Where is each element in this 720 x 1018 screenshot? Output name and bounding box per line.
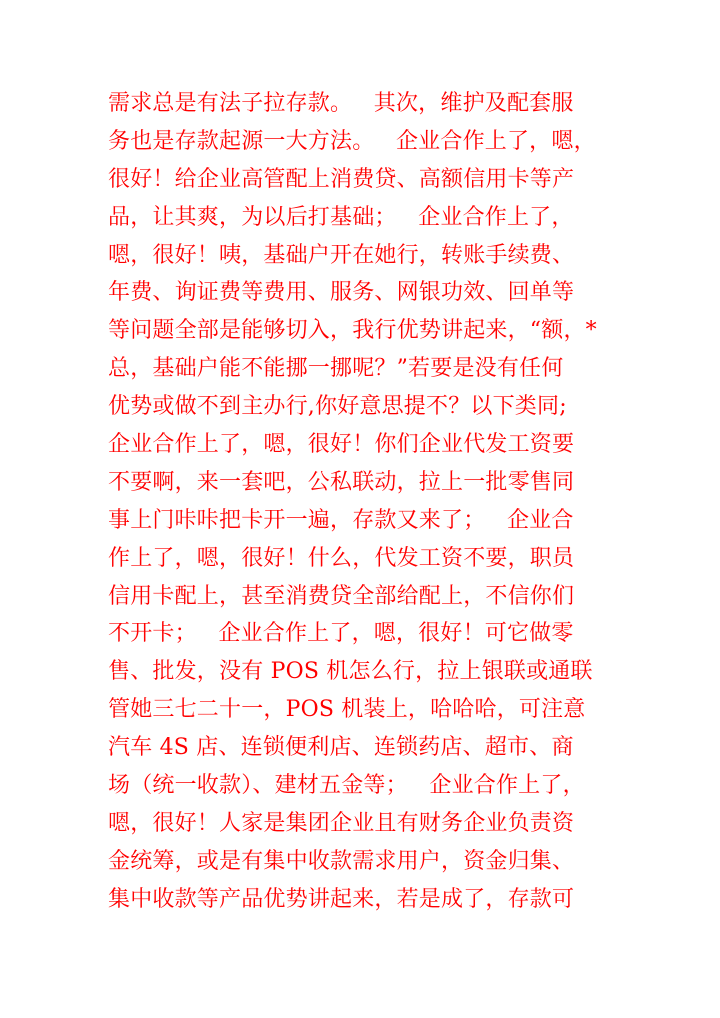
text-line-5: 嗯，很好！咦，基础户开在她行，转账手续费、 (108, 242, 575, 268)
text-line-14: 信用卡配上，甚至消费贷全部给配上，不信你们 (108, 583, 575, 609)
text-line-11: 不要啊，来一套吧，公私联动，拉上一批零售同 (108, 469, 575, 495)
text-line-1: 需求总是有法子拉存款。 其次，维护及配套服 (108, 91, 574, 116)
text-line-16: 售、批发，没有 POS 机怎么行，拉上银联或通联 (108, 659, 593, 685)
text-line-7: 等问题全部是能够切入，我行优势讲起来，“额，* (108, 318, 597, 344)
text-line-3: 很好！给企业高管配上消费贷、高额信用卡等产 (108, 166, 575, 192)
text-line-2: 务也是存款起源一大方法。 企业合作上了，嗯， (108, 128, 596, 154)
text-line-4: 品，让其爽，为以后打基础； 企业合作上了， (108, 204, 574, 230)
text-line-17: 管她三七二十一，POS 机装上，哈哈哈，可注意 (108, 697, 586, 723)
text-line-15: 不开卡； 企业合作上了，嗯，很好！可它做零 (108, 621, 574, 647)
text-line-20: 嗯，很好！人家是集团企业且有财务企业负责资 (108, 810, 575, 836)
text-line-8: 总，基础户能不能挪一挪呢？”若要是没有任何 (108, 356, 564, 382)
body-text (108, 85, 668, 919)
text-line-9: 优势或做不到主办行,你好意思提不？以下类同; (108, 394, 567, 420)
text-line-13: 作上了，嗯，很好！什么，代发工资不要，职员 (108, 545, 575, 571)
text-line-21: 金统筹，或是有集中收款需求用户，资金归集、 (108, 848, 575, 874)
text-line-12: 事上门咔咔把卡开一遍，存款又来了； 企业合 (108, 507, 574, 533)
text-line-19: 场（统一收款）、建材五金等； 企业合作上了， (108, 773, 585, 799)
text-line-6: 年费、询证费等费用、服务、网银功效、回单等 (108, 280, 575, 306)
text-line-10: 企业合作上了，嗯，很好！你们企业代发工资要 (108, 432, 575, 458)
text-line-22: 集中收款等产品优势讲起来，若是成了，存款可 (108, 886, 575, 912)
text-line-18: 汽车 4S 店、连锁便利店、连锁药店、超市、商 (108, 735, 574, 761)
